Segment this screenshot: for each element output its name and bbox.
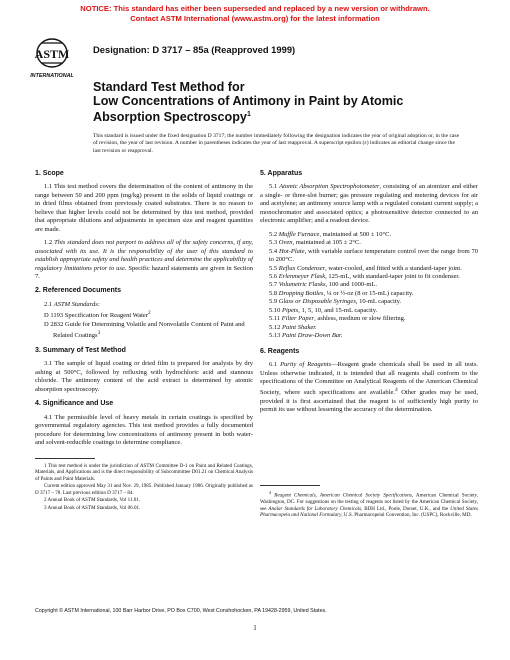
copyright-line: Copyright © ASTM International, 100 Barr Harbor Drive, PO Box C700, West Conshohocken, PA 19428-2959, United States.	[35, 608, 327, 614]
apparatus-5-10: 5.10 Pipets, 1, 5, 10, and 15-mL capacity.	[269, 306, 378, 314]
footnote-4: $^4$ Reagent Chemicals, American Chemical Society Specifications, American Chemical Society, Washington, DC. For suggestions on the testing of reagents not listed by the American Chemical Society, see Analar Standards for Laboratory Chemicals, BDH Ltd., Poole, Dorset, U.K., and the United States Pharmacopeia and National Formulary, U.S. Pharmacopeial Convention, Inc. (USPC), Rockville, MD.	[260, 489, 478, 519]
withdrawal-notice	[0, 4, 510, 23]
apparatus-5-11: 5.11 Filter Paper, ashless, medium or slow filtering.	[269, 315, 406, 323]
section-referenced-documents-heading: 2. Referenced Documents	[35, 287, 121, 295]
document-title	[93, 81, 473, 125]
svg-text:ASTM: ASTM	[34, 47, 70, 61]
paragraph-2-1: 2.1 ASTM Standards:	[44, 300, 100, 308]
apparatus-5-6: 5.6 Erlenmeyer Flask, 125-mL, with standard-taper joint to fit condenser.	[269, 272, 460, 280]
paragraph-4-1: 4.1 The permissible level of heavy metals in certain coatings is specified by governmental regulatory agencies. This test method provides a fully documented procedure for determining low concentrations of antimony present in both water- and solvent-reducible coatings to determine compliance.	[35, 413, 253, 447]
title-line-3: Absorption Spectroscopy	[93, 110, 247, 125]
issuance-note: This standard is issued under the fixed designation D 3717; the number immediately following the designation indicates the year of original adoption or, in the case of revision, the year of last revision. A number in parentheses indicates the year of last reapproval. A superscript epsilon (ε) indicates an editorial change since the last revision or reapproval.	[93, 133, 460, 154]
footnote-1-edition: Current edition approved May 31 and Nov. 29, 1985. Published January 1986. Originally published as D 3717 – 78. Last previous edition D 3717 – 84.	[35, 483, 253, 496]
footnote-2: 2 Annual Book of ASTM Standards, Vol 11.01.	[44, 497, 141, 504]
apparatus-list	[260, 231, 478, 341]
footnotes-left	[35, 463, 253, 512]
notice-line-2: Contact ASTM International (www.astm.org) for the latest information	[130, 13, 380, 23]
designation: Designation: D 3717 – 85a (Reapproved 1999)	[93, 44, 296, 55]
title-line-2: Low Concentrations of Antimony in Paint by Atomic	[93, 93, 404, 108]
paragraph-6-1: 6.1 Purity of Reagents—Reagent grade chemicals shall be used in all tests. Unless otherwise indicated, it is intended that all reagents shall conform to the specifications of the Committee on Analytical Reagents of the American Chemical Society, where such specifications are available.$^4$ Other grades may be used, provided it is first ascertained that the reagent is of sufficiently high purity to permit its use without lessening the accuracy of the determination.	[260, 361, 478, 414]
footnote-divider	[35, 458, 95, 459]
title-footnote-ref[interactable]: 1	[246, 111, 251, 119]
reference-d1193[interactable]: D 1193 Specification for Reagent Water$^2$	[44, 310, 151, 320]
right-column	[260, 170, 478, 520]
apparatus-5-9: 5.9 Glass or Disposable Syringes, 10-mL capacity.	[269, 298, 402, 306]
page-number: 1	[253, 624, 257, 632]
paragraph-1-1: 1.1 This test method covers the determination of the content of antimony in the range between 50 and 200 ppm (mg/kg) present in the solids of liquid coatings or in dried films obtained from previously coated substrates. There is no reason to believe that higher levels could not be determined by this test method, provided that appropriate dilutions and adjustments in specimen size and reagent quantities are made.	[35, 183, 253, 233]
apparatus-5-5: 5.5 Reflux Condenser, water-cooled, and fitted with a standard-taper joint.	[269, 264, 462, 272]
apparatus-5-3: 5.3 Oven, maintained at 105 ± 2°C.	[269, 239, 361, 247]
paragraph-1-2: 1.2 This standard does not purport to address all of the safety concerns, if any, associated with its use. It is the responsibility of the user of this standard to establish appropriate safety and health practices and determine the applicability of regulatory limitations prior to use. Specific hazard statements are given in Section 7.	[35, 239, 253, 280]
apparatus-5-4: 5.4 Hot-Plate, with variable surface temperature control over the range from 70 to 200°C.	[269, 247, 479, 264]
paragraph-3-1: 3.1 The sample of liquid coating or dried film is prepared for analysis by dry ashing at 500°C, followed by refluxing with hydrochloric acid and stannous chloride. The antimony content of the acid extract is determined by atomic absorption spectroscopy.	[35, 360, 253, 393]
section-significance-heading: 4. Significance and Use	[35, 400, 114, 408]
footnotes-right	[260, 490, 478, 519]
svg-text:INTERNATIONAL: INTERNATIONAL	[30, 73, 74, 79]
reference-list	[35, 309, 253, 341]
section-apparatus-heading: 5. Apparatus	[260, 170, 303, 177]
apparatus-5-13: 5.13 Paint Draw-Down Bar.	[269, 332, 343, 340]
reference-d2832[interactable]: D 2832 Guide for Determining Volatile and Nonvolatile Content of Paint and Related Coatings$^3$	[44, 320, 245, 340]
astm-logo	[24, 36, 80, 80]
apparatus-5-12: 5.12 Paint Shaker.	[269, 323, 317, 331]
apparatus-5-2: 5.2 Muffle Furnace, maintained at 500 ± 10°C.	[269, 230, 392, 238]
apparatus-5-7: 5.7 Volumetric Flasks, 100 and 1000-mL.	[269, 281, 377, 289]
apparatus-5-8: 5.8 Dropping Bottles, ¼ or ½-oz (8 or 15-mL) capacity.	[269, 289, 414, 297]
notice-line-1: NOTICE: This standard has either been superseded and replaced by a new version or withdrawn.	[80, 4, 430, 13]
left-column	[35, 170, 253, 512]
section-reagents-heading: 6. Reagents	[260, 347, 300, 355]
paragraph-5-1: 5.1 Atomic Absorption Spectrophotometer, consisting of an atomizer and either a single- or three-slot burner; gas pressure regulating and metering devices for air and acetylene; an antimony source lamp with a regulated constant current supply; a monochromator and associated optics; a photosensitive detector connected to an electronic amplifier; and a readout device.	[260, 183, 478, 225]
footnote-3: 3 Annual Book of ASTM Standards, Vol 06.01.	[44, 504, 141, 511]
title-line-1: Standard Test Method for	[93, 80, 245, 94]
footnote-1: 1 This test method is under the jurisdiction of ASTM Committee D-1 on Paint and Related Coatings, Materials, and Applications and is the direct responsibility of Subcommittee D01.21 on Chemical Analysis of Paints and Paint Materials.	[35, 462, 253, 482]
section-summary-heading: 3. Summary of Test Method	[35, 347, 126, 355]
section-scope-heading: 1. Scope	[35, 170, 64, 177]
footnote-divider-right	[260, 485, 320, 486]
